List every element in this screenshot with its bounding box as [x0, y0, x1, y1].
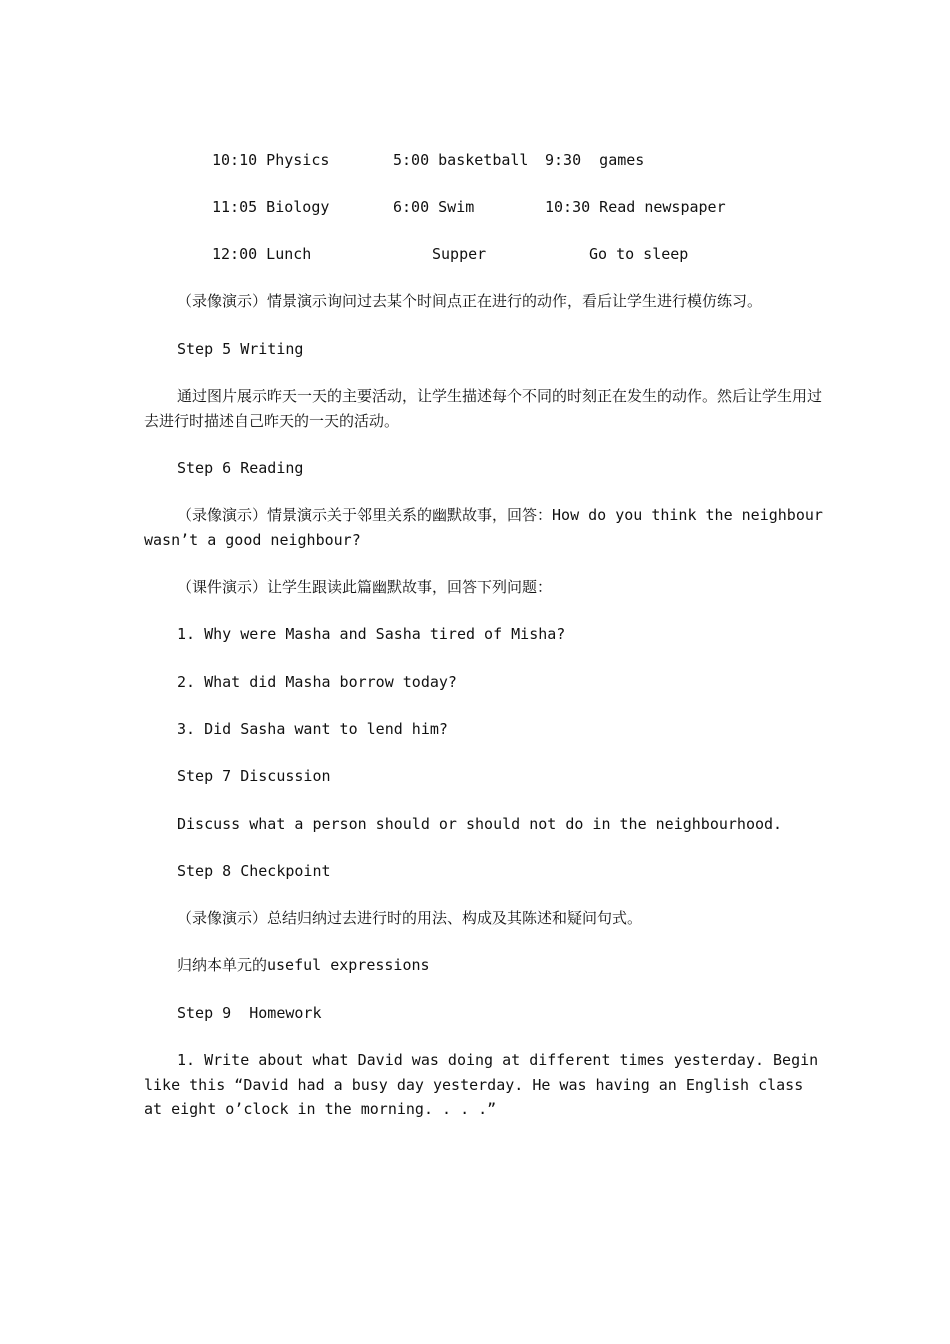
question-item: 1. Why were Masha and Sasha tired of Misha? — [177, 625, 566, 643]
step-heading: Step 5 Writing — [177, 340, 304, 358]
step-heading: Step 7 Discussion — [177, 767, 331, 785]
schedule-cell: 12:00 Lunch — [212, 245, 312, 263]
question-item: 3. Did Sasha want to lend him? — [177, 720, 448, 738]
schedule-cell: 10:10 Physics — [212, 151, 330, 169]
schedule-cell: 5:00 basketball — [393, 151, 529, 169]
step-description: （录像演示）情景演示关于邻里关系的幽默故事，回答：How do you think the neighbour wasn’t a good neighbour? — [144, 506, 823, 549]
courseware-note: （课件演示）让学生跟读此篇幽默故事，回答下列问题： — [177, 578, 553, 596]
schedule-cell: 11:05 Biology — [212, 198, 330, 216]
question-item: 2. What did Masha borrow today? — [177, 673, 457, 691]
video-demo-note: （录像演示）总结归纳过去进行时的用法、构成及其陈述和疑问句式。 — [177, 909, 643, 927]
step-heading: Step 9 Homework — [177, 1004, 322, 1022]
video-demo-note: （录像演示）情景演示询问过去某个时间点正在进行的动作，看后让学生进行模仿练习。 — [177, 292, 763, 310]
schedule-cell: 10:30 Read newspaper — [545, 198, 726, 216]
step-heading: Step 8 Checkpoint — [177, 862, 331, 880]
summary-note: 归纳本单元的useful expressions — [177, 956, 430, 974]
schedule-cell: Go to sleep — [589, 245, 689, 263]
schedule-cell: Supper — [432, 245, 487, 263]
step-description: Discuss what a person should or should not do in the neighbourhood. — [177, 815, 783, 833]
step-heading: Step 6 Reading — [177, 459, 304, 477]
schedule-cell: 6:00 Swim — [393, 198, 475, 216]
homework-item: 1. Write about what David was doing at different times yesterday. Begin like this “David had a busy day yesterday. He was having an English class at eight o’clock in the morning. . . .” — [144, 1051, 819, 1118]
step-description: 通过图片展示昨天一天的主要活动，让学生描述每个不同的时刻正在发生的动作。然后让学生用过去进行时描述自己昨天的一天的活动。 — [144, 387, 823, 430]
schedule-cell: 9:30 games — [545, 151, 645, 169]
